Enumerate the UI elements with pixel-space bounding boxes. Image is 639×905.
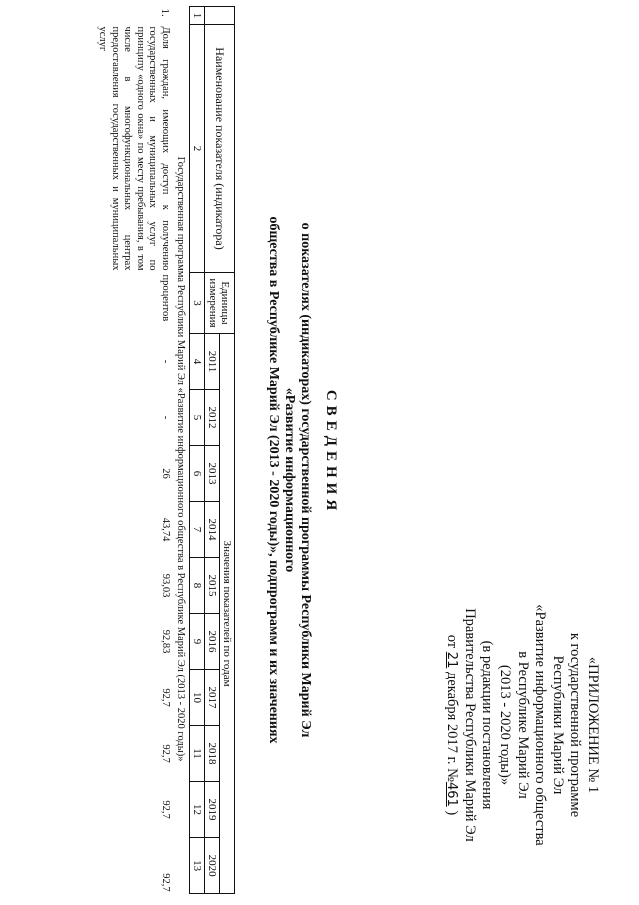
indicator-value: -	[160, 359, 171, 364]
indicator-name: Доля граждан, имеющих доступ к получению государственных и муниципальных услуг по принципу «одного окна» по месту пребывания, в том числе в многофункциональных центрах предоставления государственных и муниципальных услуг	[97, 26, 171, 271]
col-number: 5	[190, 390, 205, 446]
date-prefix: от	[444, 634, 461, 649]
appendix-line: (в редакции постановления	[479, 640, 496, 810]
appendix-line: к государственной программе	[567, 632, 584, 818]
header-row	[220, 7, 235, 894]
date-number: 461	[444, 781, 460, 807]
indicator-value: 92,7	[160, 873, 171, 892]
appendix-line: Правительства Республики Марий Эл	[461, 608, 478, 842]
col-number: 12	[190, 782, 205, 838]
year-header: 2019	[205, 782, 220, 838]
indicator-value: 26	[160, 468, 171, 479]
col-number: 7	[190, 502, 205, 558]
year-header: 2018	[205, 726, 220, 782]
indicator-value: 92,83	[160, 629, 171, 654]
document-subtitle	[265, 200, 313, 760]
col-number: 13	[190, 838, 205, 894]
header-name: Наименование показателя (индикатора)	[205, 25, 235, 273]
header-unit: Единицы измерения	[205, 273, 235, 334]
indicator-unit: процентов	[160, 274, 171, 322]
col-number: 3	[190, 273, 205, 334]
subtitle-line: общества в Республике Марий Эл (2013 - 2020 годы)», подпрограмм и их значениях	[266, 216, 281, 744]
document-title: СВЕДЕНИЯ	[323, 389, 339, 516]
indicator-value: 92,7	[160, 800, 171, 819]
appendix-block	[443, 560, 601, 890]
indicator-value: -	[160, 415, 171, 420]
year-header: 2015	[205, 558, 220, 614]
appendix-line: «Развитие информационного общества	[532, 604, 549, 846]
appendix-line: в Республике Марий Эл	[514, 651, 531, 799]
table-row	[94, 7, 172, 894]
year-header: 2011	[205, 334, 220, 390]
col-number: 8	[190, 558, 205, 614]
col-number: 11	[190, 726, 205, 782]
subtitle-line: о показателях (индикаторах) государственной программы Республики Марий Эл «Развитие информационного	[282, 222, 313, 738]
col-number: 9	[190, 614, 205, 670]
col-number: 2	[190, 25, 205, 273]
date-rest: декабря 2017 г. №	[444, 671, 461, 782]
col-number: 1	[190, 7, 205, 25]
year-header: 2016	[205, 614, 220, 670]
section-row	[172, 7, 190, 894]
date-suffix: )	[444, 810, 461, 816]
appendix-line: «ПРИЛОЖЕНИЕ № 1	[585, 656, 601, 794]
col-number: 4	[190, 334, 205, 390]
year-header: 2017	[205, 670, 220, 726]
section-title: Государственная программа Республики Марий Эл «Развитие информационного общества в Республике Марий Эл (2013 - 2020 годы)»	[175, 156, 186, 762]
col-number: 10	[190, 670, 205, 726]
indicator-value: 93,03	[160, 573, 171, 598]
header-values-group: Значения показателей по годам	[220, 334, 235, 894]
header-num-cell	[205, 7, 235, 25]
indicator-value: 43,74	[160, 517, 171, 542]
year-header: 2020	[205, 838, 220, 894]
appendix-line: (2013 - 2020 годы)»	[497, 664, 514, 786]
appendix-line: Республики Марий Эл	[549, 655, 566, 795]
year-header: 2013	[205, 446, 220, 502]
column-number-row	[190, 7, 205, 894]
year-header: 2012	[205, 390, 220, 446]
appendix-date-line	[443, 560, 461, 890]
indicator-value: 92,7	[160, 688, 171, 707]
date-day: 21	[444, 651, 460, 669]
year-header: 2014	[205, 502, 220, 558]
indicators-table	[94, 6, 235, 894]
indicator-number: 1.	[159, 8, 171, 17]
indicator-value: 92,7	[160, 744, 171, 763]
col-number: 6	[190, 446, 205, 502]
